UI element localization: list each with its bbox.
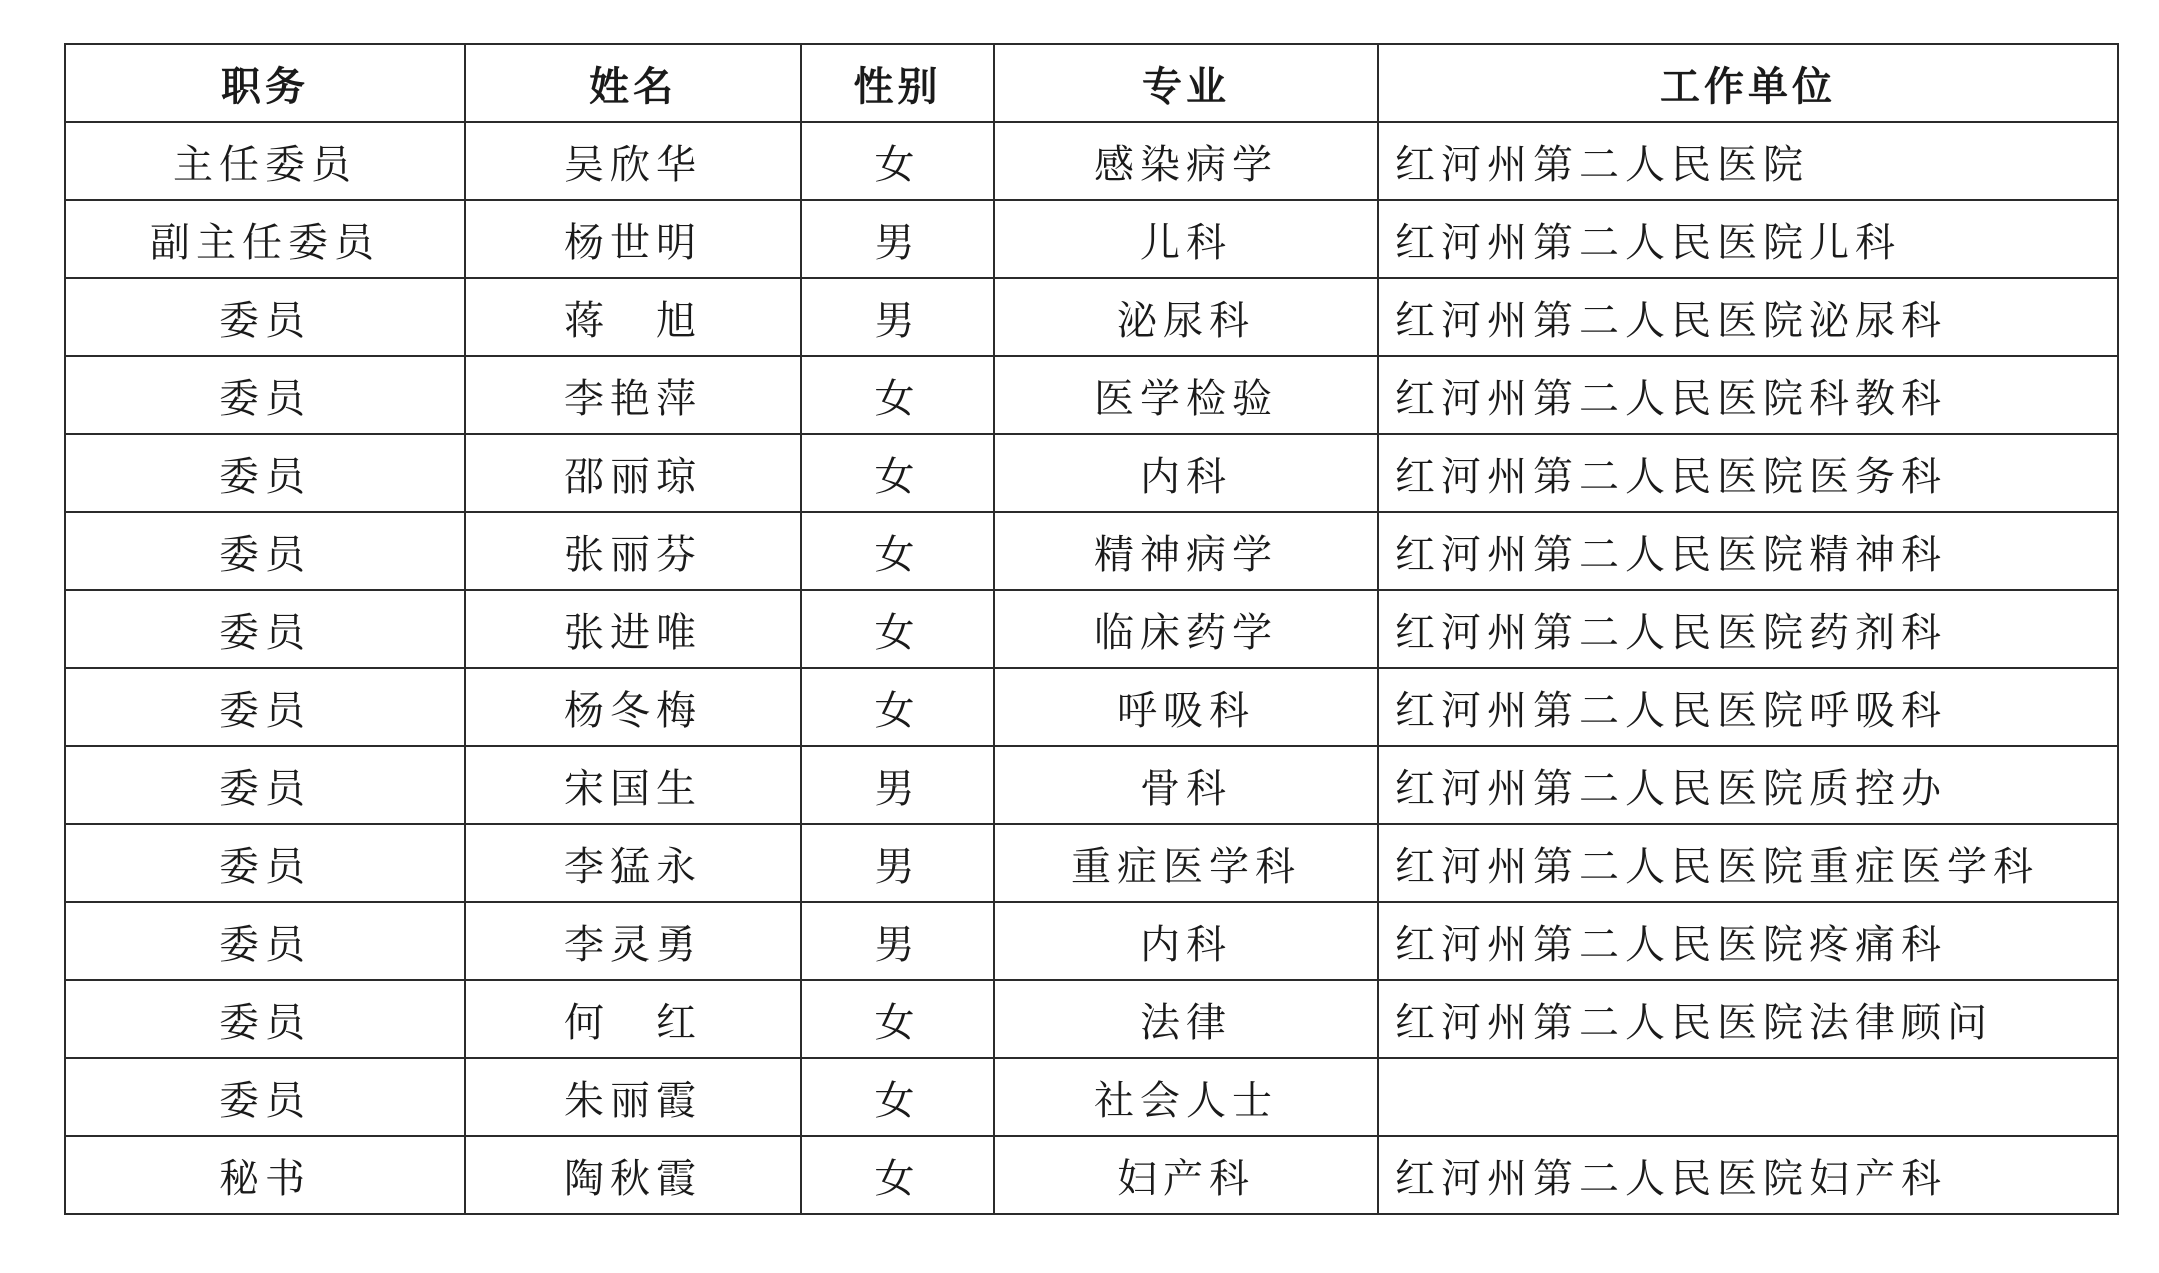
cell-name: 吴欣华 — [465, 122, 801, 200]
cell-gender: 男 — [801, 278, 994, 356]
cell-gender: 女 — [801, 668, 994, 746]
cell-major: 儿科 — [994, 200, 1378, 278]
cell-name: 宋国生 — [465, 746, 801, 824]
cell-major: 重症医学科 — [994, 824, 1378, 902]
cell-role: 委员 — [65, 512, 465, 590]
cell-role: 主任委员 — [65, 122, 465, 200]
cell-unit: 红河州第二人民医院法律顾问 — [1378, 980, 2118, 1058]
cell-name: 邵丽琼 — [465, 434, 801, 512]
cell-gender: 女 — [801, 980, 994, 1058]
table-row — [65, 590, 2118, 668]
cell-name: 朱丽霞 — [465, 1058, 801, 1136]
header-row — [65, 44, 2118, 122]
cell-name: 杨冬梅 — [465, 668, 801, 746]
cell-unit: 红河州第二人民医院药剂科 — [1378, 590, 2118, 668]
table-row — [65, 1058, 2118, 1136]
table-row — [65, 434, 2118, 512]
table-row — [65, 356, 2118, 434]
cell-gender: 男 — [801, 746, 994, 824]
member-table — [64, 43, 2119, 1215]
cell-name: 杨世明 — [465, 200, 801, 278]
cell-major: 医学检验 — [994, 356, 1378, 434]
cell-major: 呼吸科 — [994, 668, 1378, 746]
header-role: 职务 — [65, 44, 465, 122]
cell-major: 感染病学 — [994, 122, 1378, 200]
cell-role: 委员 — [65, 746, 465, 824]
cell-gender: 女 — [801, 590, 994, 668]
cell-major: 内科 — [994, 902, 1378, 980]
cell-gender: 女 — [801, 122, 994, 200]
cell-name: 何 红 — [465, 980, 801, 1058]
cell-role: 委员 — [65, 356, 465, 434]
cell-name: 张丽芬 — [465, 512, 801, 590]
cell-major: 社会人士 — [994, 1058, 1378, 1136]
cell-major: 妇产科 — [994, 1136, 1378, 1214]
header-unit: 工作单位 — [1378, 44, 2118, 122]
cell-major: 泌尿科 — [994, 278, 1378, 356]
cell-gender: 女 — [801, 1136, 994, 1214]
cell-role: 委员 — [65, 278, 465, 356]
cell-role: 委员 — [65, 824, 465, 902]
table-row — [65, 512, 2118, 590]
table-row — [65, 824, 2118, 902]
header-major: 专业 — [994, 44, 1378, 122]
table-row — [65, 200, 2118, 278]
cell-name: 陶秋霞 — [465, 1136, 801, 1214]
cell-unit: 红河州第二人民医院 — [1378, 122, 2118, 200]
cell-role: 副主任委员 — [65, 200, 465, 278]
table-row — [65, 278, 2118, 356]
header-name: 姓名 — [465, 44, 801, 122]
cell-unit: 红河州第二人民医院儿科 — [1378, 200, 2118, 278]
header-gender: 性别 — [801, 44, 994, 122]
cell-major: 精神病学 — [994, 512, 1378, 590]
cell-unit — [1378, 1058, 2118, 1136]
cell-unit: 红河州第二人民医院妇产科 — [1378, 1136, 2118, 1214]
table-header — [65, 44, 2118, 122]
cell-gender: 女 — [801, 1058, 994, 1136]
cell-major: 内科 — [994, 434, 1378, 512]
cell-role: 委员 — [65, 668, 465, 746]
table-row — [65, 902, 2118, 980]
cell-unit: 红河州第二人民医院质控办 — [1378, 746, 2118, 824]
table-row — [65, 1136, 2118, 1214]
cell-role: 委员 — [65, 434, 465, 512]
cell-name: 张进唯 — [465, 590, 801, 668]
table-row — [65, 122, 2118, 200]
cell-unit: 红河州第二人民医院医务科 — [1378, 434, 2118, 512]
cell-unit: 红河州第二人民医院泌尿科 — [1378, 278, 2118, 356]
cell-gender: 女 — [801, 356, 994, 434]
cell-unit: 红河州第二人民医院呼吸科 — [1378, 668, 2118, 746]
cell-name: 蒋 旭 — [465, 278, 801, 356]
cell-role: 委员 — [65, 590, 465, 668]
cell-role: 委员 — [65, 902, 465, 980]
cell-gender: 男 — [801, 200, 994, 278]
cell-role: 秘书 — [65, 1136, 465, 1214]
cell-unit: 红河州第二人民医院重症医学科 — [1378, 824, 2118, 902]
cell-unit: 红河州第二人民医院科教科 — [1378, 356, 2118, 434]
cell-gender: 女 — [801, 434, 994, 512]
cell-major: 临床药学 — [994, 590, 1378, 668]
cell-gender: 男 — [801, 824, 994, 902]
cell-unit: 红河州第二人民医院精神科 — [1378, 512, 2118, 590]
table-body — [65, 122, 2118, 1214]
cell-name: 李灵勇 — [465, 902, 801, 980]
cell-name: 李猛永 — [465, 824, 801, 902]
cell-role: 委员 — [65, 980, 465, 1058]
table-row — [65, 980, 2118, 1058]
cell-gender: 女 — [801, 512, 994, 590]
table-row — [65, 746, 2118, 824]
cell-major: 骨科 — [994, 746, 1378, 824]
cell-major: 法律 — [994, 980, 1378, 1058]
table-row — [65, 668, 2118, 746]
cell-gender: 男 — [801, 902, 994, 980]
cell-role: 委员 — [65, 1058, 465, 1136]
cell-name: 李艳萍 — [465, 356, 801, 434]
cell-unit: 红河州第二人民医院疼痛科 — [1378, 902, 2118, 980]
